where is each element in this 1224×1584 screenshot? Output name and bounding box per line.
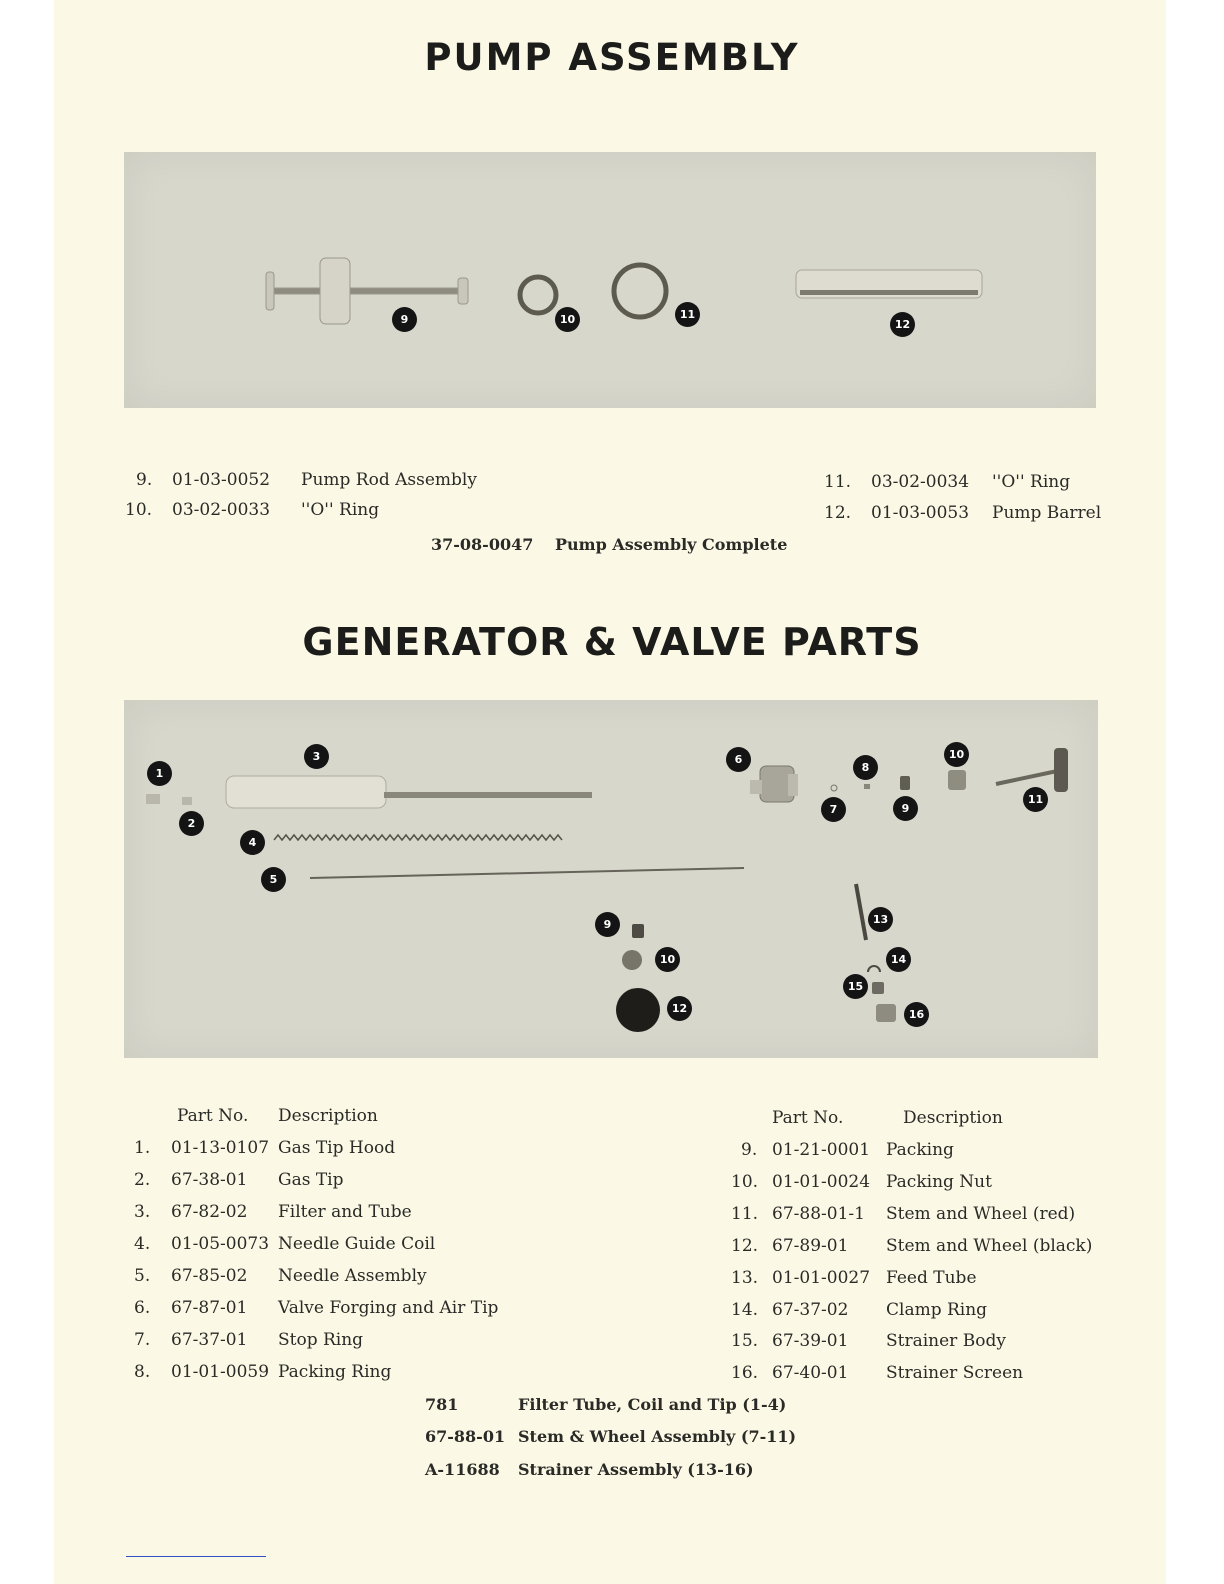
filter-tube-image <box>226 776 592 808</box>
part-number: 01-01-0027 <box>772 1268 871 1288</box>
item-number: 14. <box>731 1300 759 1320</box>
part-number: 67-88-01-1 <box>772 1204 865 1224</box>
description-header: Description <box>278 1106 378 1126</box>
part-description: Packing Ring <box>278 1362 392 1382</box>
part-no-header: Part No. <box>772 1108 844 1128</box>
part-number: 67-82-02 <box>171 1202 248 1222</box>
item-number: 9. <box>741 1140 758 1160</box>
callout-12: 12 <box>890 312 915 337</box>
item-number: 8. <box>134 1362 151 1382</box>
clamp-ring-image <box>868 966 880 972</box>
callout-1: 1 <box>147 761 172 786</box>
part-number: 67-89-01 <box>772 1236 849 1256</box>
part-description: Packing <box>886 1140 954 1160</box>
part-description: Filter Tube, Coil and Tip (1-4) <box>518 1395 787 1414</box>
item-number: 5. <box>134 1266 151 1286</box>
packing-nut-lower-image <box>622 950 642 970</box>
part-number: 67-39-01 <box>772 1331 849 1351</box>
part-number: 67-37-01 <box>171 1330 248 1350</box>
part-number: 67-85-02 <box>171 1266 248 1286</box>
part-description: Pump Assembly Complete <box>555 535 788 554</box>
callout-16: 16 <box>904 1002 929 1027</box>
callout-6: 6 <box>726 747 751 772</box>
part-no-header: Part No. <box>177 1106 249 1126</box>
part-description: Stop Ring <box>278 1330 364 1350</box>
callout-14: 14 <box>886 947 911 972</box>
part-number: 781 <box>425 1395 459 1414</box>
item-number: 13. <box>731 1268 759 1288</box>
packing-image <box>900 776 910 790</box>
callout-7: 7 <box>821 797 846 822</box>
part-number: 67-40-01 <box>772 1363 849 1383</box>
callout-13: 13 <box>868 907 893 932</box>
part-description: Pump Barrel <box>992 503 1102 523</box>
callout-11: 11 <box>675 302 700 327</box>
part-description: Valve Forging and Air Tip <box>278 1298 499 1318</box>
callout-15: 15 <box>843 974 868 999</box>
pump-parts-illustration <box>124 152 1096 408</box>
item-number: 3. <box>134 1202 151 1222</box>
item-number: 10. <box>731 1172 759 1192</box>
part-number: 01-01-0059 <box>171 1362 270 1382</box>
part-description: Feed Tube <box>886 1268 977 1288</box>
callout-12: 12 <box>667 996 692 1021</box>
footer-rule <box>126 1556 266 1557</box>
item-number: 9. <box>136 470 153 490</box>
part-number: 01-13-0107 <box>171 1138 270 1158</box>
part-description: Needle Guide Coil <box>278 1234 436 1254</box>
part-description: Strainer Assembly (13-16) <box>518 1460 754 1479</box>
pump-parts-photo <box>124 152 1096 408</box>
part-number: A-11688 <box>425 1460 500 1479</box>
part-description: Strainer Body <box>886 1331 1006 1351</box>
part-number: 67-37-02 <box>772 1300 849 1320</box>
part-number: 67-38-01 <box>171 1170 248 1190</box>
item-number: 1. <box>134 1138 151 1158</box>
stop-ring-image <box>831 785 837 791</box>
gas-tip-image <box>146 794 192 805</box>
callout-3: 3 <box>304 744 329 769</box>
packing-ring-image <box>864 784 870 789</box>
generator-valve-heading: GENERATOR & VALVE PARTS <box>302 620 922 664</box>
item-number: 11. <box>824 472 852 492</box>
item-number: 2. <box>134 1170 151 1190</box>
strainer-screen-image <box>876 1004 896 1022</box>
part-description: ''O'' Ring <box>992 472 1071 492</box>
part-number: 03-02-0034 <box>871 472 970 492</box>
part-number: 67-87-01 <box>171 1298 248 1318</box>
part-number: 01-03-0052 <box>172 470 271 490</box>
item-number: 12. <box>731 1236 759 1256</box>
part-description: Clamp Ring <box>886 1300 988 1320</box>
item-number: 4. <box>134 1234 151 1254</box>
item-number: 16. <box>731 1363 759 1383</box>
part-description: Strainer Screen <box>886 1363 1024 1383</box>
needle-coil-image <box>274 835 562 840</box>
item-number: 11. <box>731 1204 759 1224</box>
part-number: 01-21-0001 <box>772 1140 871 1160</box>
description-header: Description <box>903 1108 1003 1128</box>
packing-nut-image <box>948 770 966 790</box>
part-description: Needle Assembly <box>278 1266 427 1286</box>
part-number: 01-05-0073 <box>171 1234 270 1254</box>
part-description: Packing Nut <box>886 1172 992 1192</box>
callout-10: 10 <box>944 742 969 767</box>
stem-wheel-red-image <box>996 748 1068 792</box>
valve-forging-image <box>750 766 798 802</box>
item-number: 12. <box>824 503 852 523</box>
item-number: 10. <box>125 500 153 520</box>
callout-9: 9 <box>893 796 918 821</box>
callout-9-lower: 9 <box>595 912 620 937</box>
o-ring-small-image <box>520 277 556 313</box>
part-description: Stem and Wheel (black) <box>886 1236 1093 1256</box>
pump-assembly-heading: PUMP ASSEMBLY <box>424 36 800 79</box>
packing-lower-image <box>632 924 644 938</box>
o-ring-large-image <box>614 265 666 317</box>
part-description: Stem and Wheel (red) <box>886 1204 1076 1224</box>
part-number: 03-02-0033 <box>172 500 271 520</box>
pump-rod-image <box>266 258 468 324</box>
part-description: Filter and Tube <box>278 1202 412 1222</box>
callout-9: 9 <box>392 307 417 332</box>
generator-parts-photo <box>124 700 1098 1058</box>
item-number: 15. <box>731 1331 759 1351</box>
callout-8: 8 <box>853 755 878 780</box>
item-number: 7. <box>134 1330 151 1350</box>
needle-image <box>310 868 744 878</box>
feed-tube-image <box>856 884 866 940</box>
part-description: Stem & Wheel Assembly (7-11) <box>518 1427 797 1446</box>
callout-5: 5 <box>261 867 286 892</box>
callout-10-lower: 10 <box>655 947 680 972</box>
callout-2: 2 <box>179 811 204 836</box>
part-number: 37-08-0047 <box>431 535 534 554</box>
part-number: 01-01-0024 <box>772 1172 871 1192</box>
callout-11: 11 <box>1023 787 1048 812</box>
stem-wheel-black-image <box>616 988 660 1032</box>
part-number: 01-03-0053 <box>871 503 970 523</box>
part-description: ''O'' Ring <box>301 500 380 520</box>
pump-barrel-image <box>796 270 982 298</box>
part-description: Gas Tip <box>278 1170 344 1190</box>
part-description: Gas Tip Hood <box>278 1138 396 1158</box>
strainer-body-image <box>872 982 884 994</box>
callout-4: 4 <box>240 830 265 855</box>
part-description: Pump Rod Assembly <box>301 470 477 490</box>
part-number: 67-88-01 <box>425 1427 506 1446</box>
item-number: 6. <box>134 1298 151 1318</box>
callout-10: 10 <box>555 307 580 332</box>
